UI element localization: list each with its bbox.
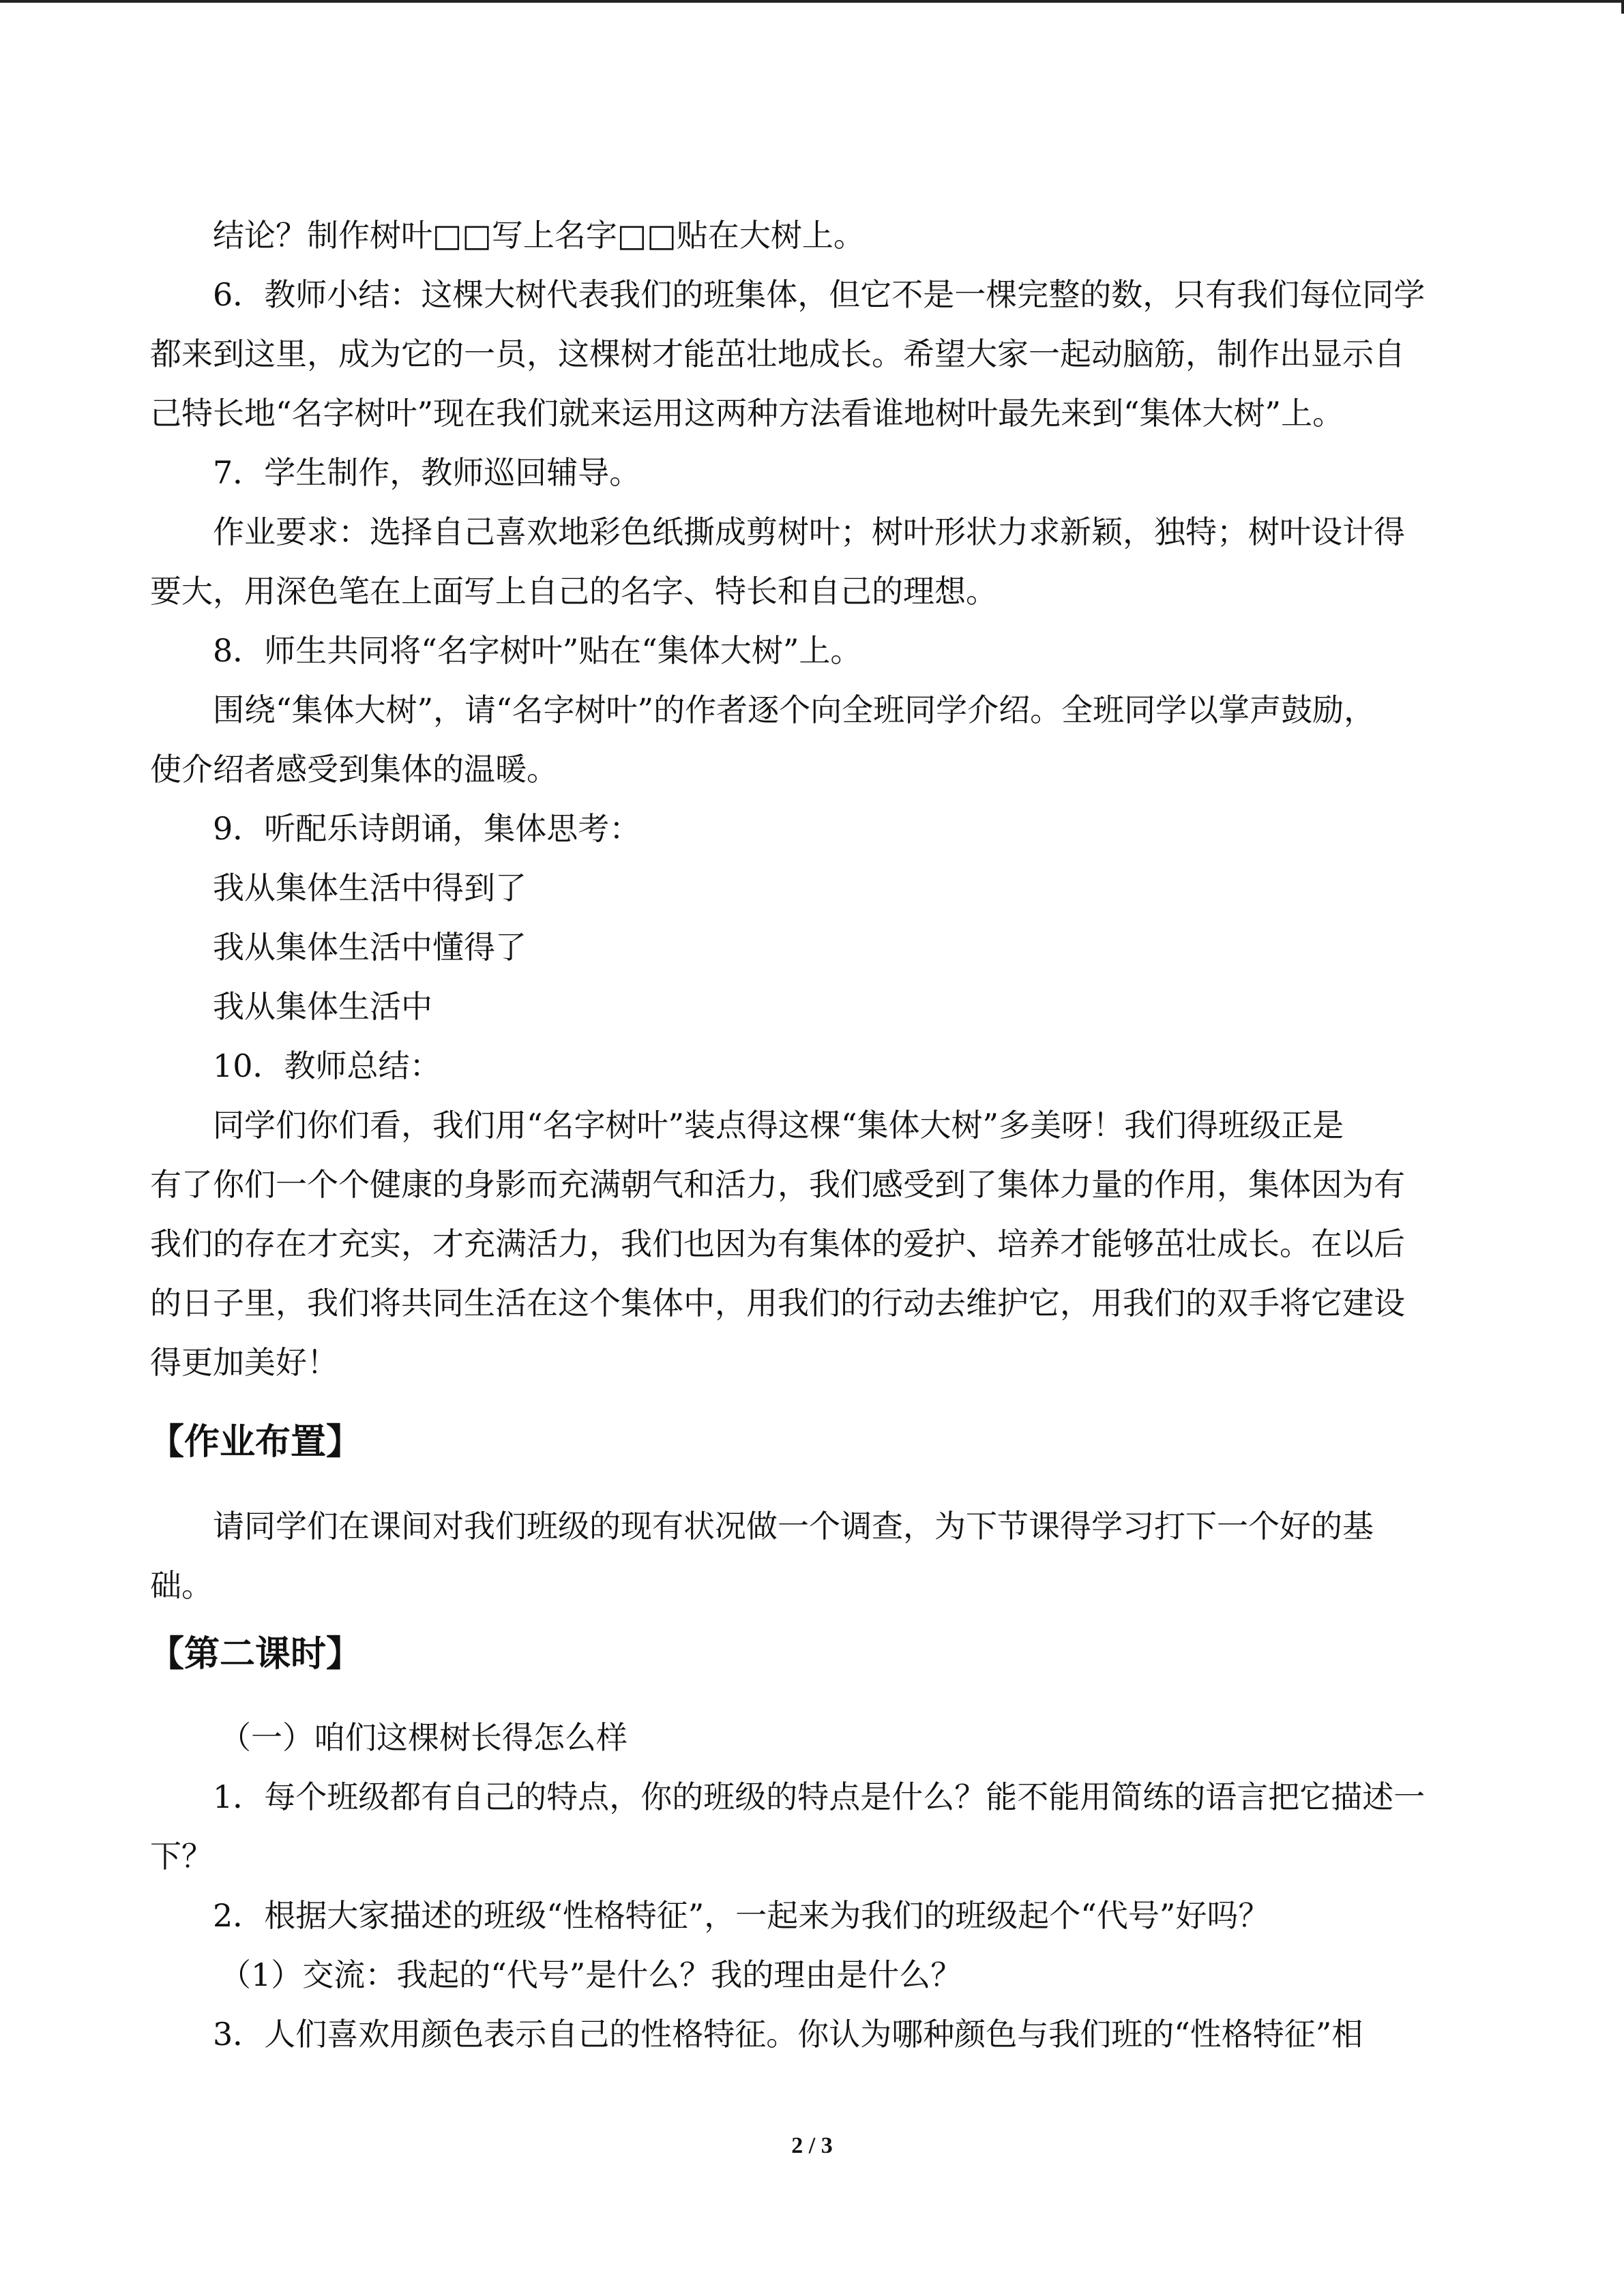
text-line: 2．根据大家描述的班级“性格特征”，一起来为我们的班级起个“代号”好吗？ xyxy=(213,1897,1270,1934)
page-right-border xyxy=(1621,0,1624,14)
text-line: 围绕“集体大树”，请“名字树叶”的作者逐个向全班同学介绍。全班同学以掌声鼓励， xyxy=(213,691,1376,728)
text-line: 都来到这里，成为它的一员，这棵树才能茁壮地成长。希望大家一起动脑筋，制作出显示自 xyxy=(150,336,1405,372)
text-line: 得更加美好！ xyxy=(150,1344,338,1381)
text-line: 我们的存在才充实，才充满活力，我们也因为有集体的爱护、培养才能够茁壮成长。在以后 xyxy=(150,1225,1405,1262)
text-line: 7．学生制作，教师巡回辅导。 xyxy=(213,454,641,491)
page-top-border xyxy=(0,0,1624,3)
text-line: 使介绍者感受到集体的温暖。 xyxy=(150,751,558,788)
text-line: 3．人们喜欢用颜色表示自己的性格特征。你认为哪种颜色与我们班的“性格特征”相 xyxy=(213,2016,1363,2053)
text-line: 作业要求：选择自己喜欢地彩色纸撕成剪树叶；树叶形状力求新颖，独特；树叶设计得 xyxy=(213,513,1405,550)
text-line: 同学们你们看，我们用“名字树叶”装点得这棵“集体大树”多美呀！我们得班级正是 xyxy=(213,1107,1344,1144)
text-line: 我从集体生活中得到了 xyxy=(213,869,527,906)
text-line: 1．每个班级都有自己的特点，你的班级的特点是什么？能不能用简练的语言把它描述一 xyxy=(213,1778,1426,1815)
text-line: 6．教师小结：这棵大树代表我们的班集体，但它不是一棵完整的数，只有我们每位同学 xyxy=(213,276,1426,313)
text-line: 结论？制作树叶□□写上名字□□贴在大树上。 xyxy=(213,217,865,254)
text-line: 础。 xyxy=(150,1567,213,1604)
text-line: 己特长地“名字树叶”现在我们就来运用这两种方法看谁地树叶最先来到“集体大树”上。 xyxy=(150,395,1344,432)
text-line: （一）咱们这棵树长得怎么样 xyxy=(220,1719,628,1756)
text-line: 我从集体生活中懂得了 xyxy=(213,929,527,966)
section-heading-second-lesson: 【第二课时】 xyxy=(149,1633,362,1675)
text-line: 9．听配乐诗朗诵，集体思考： xyxy=(213,810,641,847)
text-line: 请同学们在课间对我们班级的现有状况做一个调查，为下节课得学习打下一个好的基 xyxy=(213,1508,1374,1545)
text-line: 8．师生共同将“名字树叶”贴在“集体大树”上。 xyxy=(213,632,862,669)
text-line: 10．教师总结： xyxy=(213,1047,441,1084)
text-line: 的日子里，我们将共同生活在这个集体中，用我们的行动去维护它，用我们的双手将它建设 xyxy=(150,1285,1405,1322)
text-line: （1）交流：我起的“代号”是什么？我的理由是什么？ xyxy=(220,1956,962,1993)
section-heading-homework: 【作业布置】 xyxy=(149,1421,362,1463)
text-line: 有了你们一个个健康的身影而充满朝气和活力，我们感受到了集体力量的作用，集体因为有 xyxy=(150,1166,1405,1203)
text-line: 下？ xyxy=(150,1838,213,1875)
text-line: 我从集体生活中 xyxy=(213,988,432,1025)
text-line: 要大，用深色笔在上面写上自己的名字、特长和自己的理想。 xyxy=(150,573,997,610)
page-number: 2 / 3 xyxy=(791,2133,833,2158)
